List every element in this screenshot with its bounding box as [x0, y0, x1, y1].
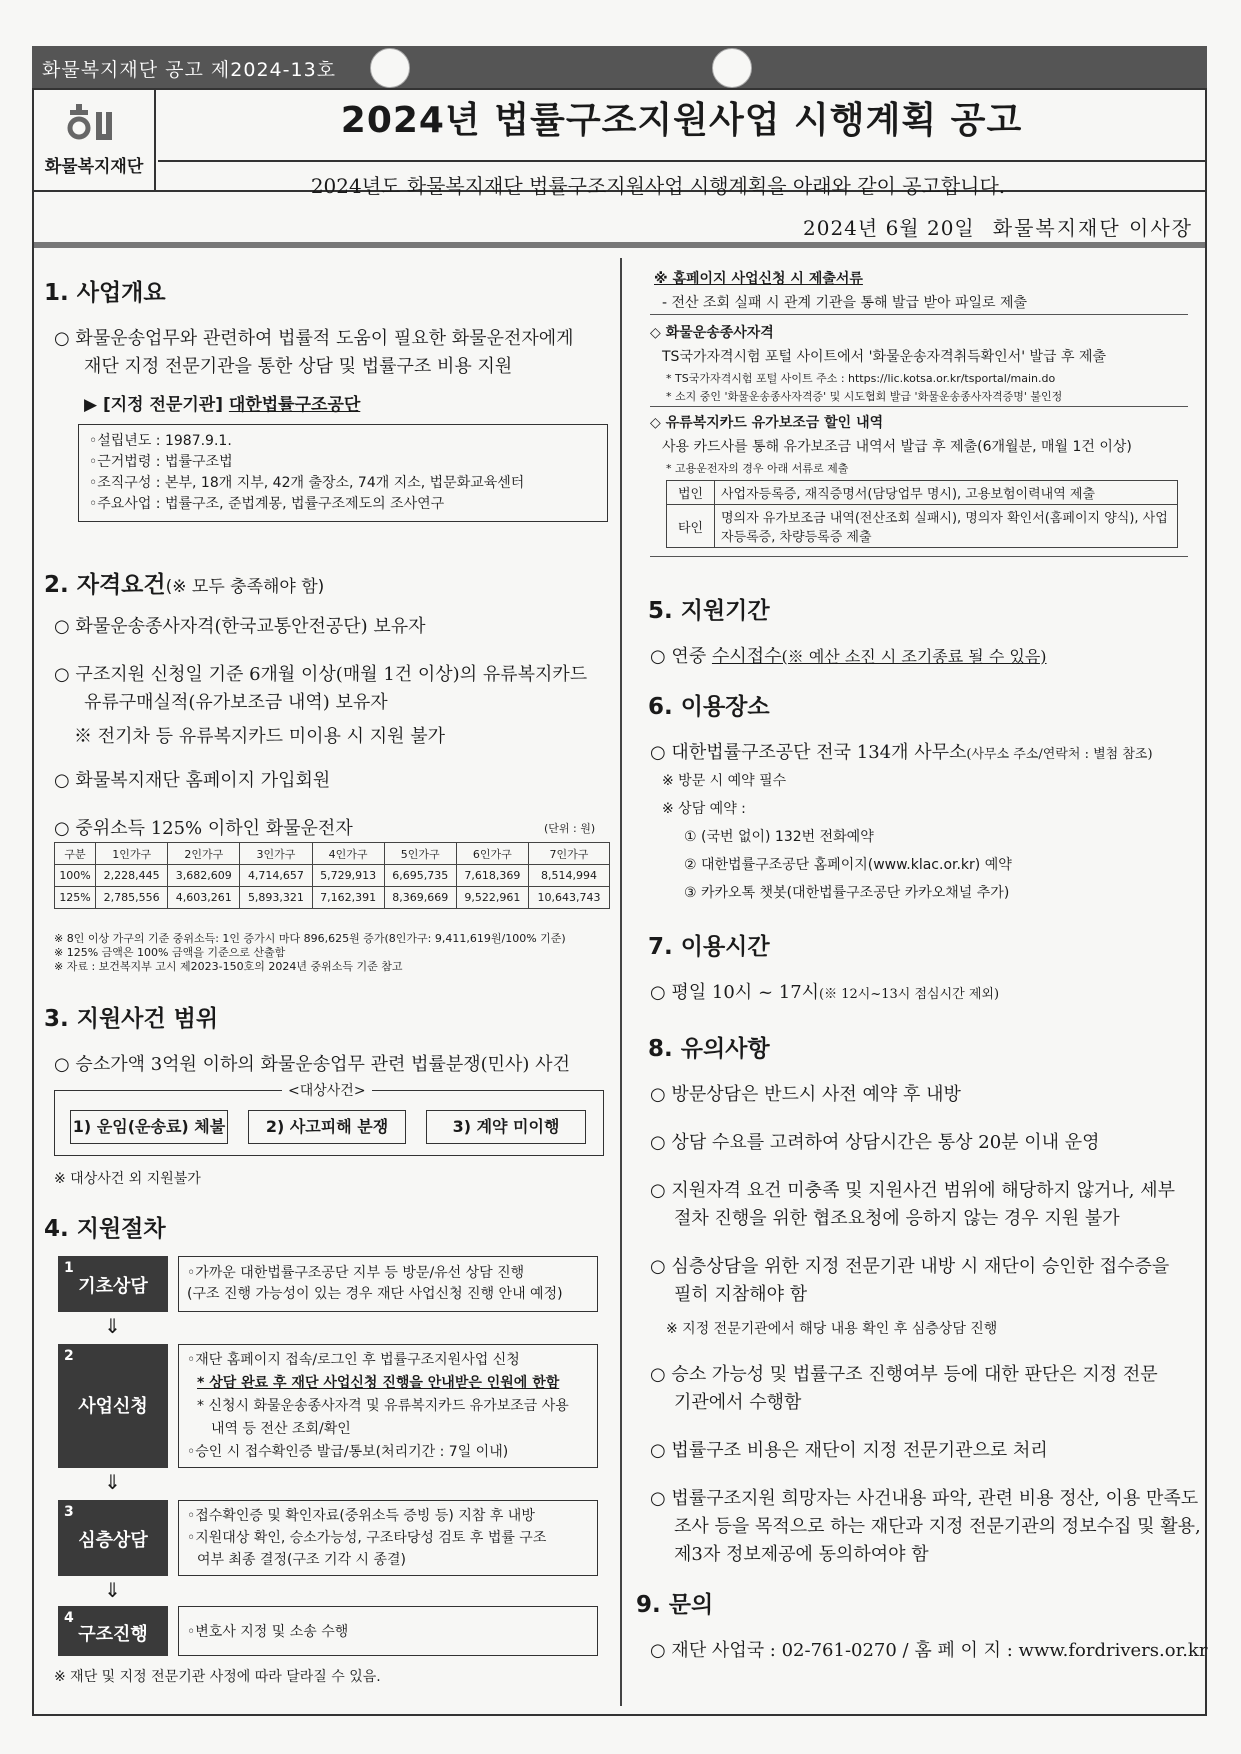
caution-item: ○ 상담 수요를 고려하여 상담시간은 통상 20분 이내 운영 [650, 1132, 1100, 1153]
docs-text: * 고용운전자의 경우 아래 서류로 제출 [666, 462, 849, 475]
caution-item: ○ 법률구조지원 희망자는 사건내용 파악, 관련 비용 정산, 이용 만족도 [650, 1488, 1199, 1509]
table-cell: 7,162,391 [312, 887, 384, 909]
section-4-title: 4. 지원절차 [44, 1216, 166, 1242]
step-text: ◦재단 홈페이지 접속/로그인 후 법률구조지원사업 신청 [187, 1352, 520, 1368]
caution-item: ○ 법률구조 비용은 재단이 지정 전문기관으로 처리 [650, 1440, 1048, 1461]
step-number: 2 [64, 1348, 74, 1364]
logo [34, 90, 156, 190]
section-1-title: 1. 사업개요 [44, 280, 166, 306]
header-bar [34, 242, 1205, 248]
step-2-badge [58, 1344, 168, 1468]
hours-note: (※ 12시~13시 점심시간 제외) [819, 987, 1000, 1002]
logo-text: 화물복지재단 [44, 157, 144, 177]
hours-label: ○ 평일 10시 ~ 17시 [650, 982, 820, 1003]
table-header: 5인가구 [384, 843, 456, 865]
docs-text: * 소지 중인 '화물운송종사자격증' 및 시도협회 발급 '화물운송종사자격증명' 불인정 [666, 390, 1063, 403]
scope-text: ○ 승소가액 3억원 이하의 화물운송업무 관련 법률분쟁(민사) 사건 [54, 1054, 570, 1075]
table-note: ※ 8인 이상 가구의 기준 중위소득: 1인 증가시 마다 896,625원 증가(8인가구: 9,411,619원/100% 기준) [54, 932, 566, 945]
requirement: ○ 구조지원 신청일 기준 6개월 이상(매월 1건 이상)의 유류복지카드 [54, 664, 588, 685]
table-header: 6인가구 [456, 843, 528, 865]
table-header: 7인가구 [528, 843, 609, 865]
divider [650, 314, 1188, 315]
place-label: ○ 대한법률구조공단 전국 134개 사무소 [650, 742, 967, 763]
agency-info: ◦근거법령 : 법률구조법 [89, 454, 233, 470]
docs-text: TS국가자격시험 포털 사이트에서 '화물운송자격취득확인서' 발급 후 제출 [662, 349, 1107, 365]
section-9-title: 9. 문의 [636, 1592, 714, 1618]
step-text: 내역 등 전산 조회/확인 [211, 1421, 351, 1437]
divider [650, 556, 1188, 557]
table-cell: 5,893,321 [240, 887, 312, 909]
step-text: ◦변호사 지정 및 소송 수행 [187, 1624, 349, 1640]
caution-item: 조사 등을 목적으로 하는 재단과 지정 전문기관의 정보수집 및 활용, [674, 1516, 1201, 1537]
step-4-badge [58, 1606, 168, 1656]
step-text: (구조 진행 가능성이 있는 경우 재단 사업신청 진행 안내 예정) [187, 1286, 563, 1302]
arrow-down-icon: ⇓ [104, 1314, 121, 1338]
docs-heading: ◇ 유류복지카드 유가보조금 할인 내역 [650, 415, 884, 431]
section-2-heading: 2. 자격요건 [44, 572, 166, 598]
table-cell: 9,522,961 [456, 887, 528, 909]
agency-line [84, 390, 360, 415]
caution-item: 절차 진행을 위한 협조요청에 응하지 않는 경우 지원 불가 [674, 1208, 1120, 1229]
caution-item: ○ 방문상담은 반드시 사전 예약 후 내방 [650, 1084, 961, 1105]
case-tag: 3) 계약 미이행 [426, 1110, 586, 1144]
section-7-title: 7. 이용시간 [648, 934, 770, 960]
requirement-note: ※ 전기차 등 유류복지카드 미이용 시 지원 불가 [74, 726, 446, 747]
table-header: 2인가구 [168, 843, 240, 865]
step-text: * 상담 완료 후 재단 사업신청 진행을 안내받은 인원에 한함 [197, 1375, 560, 1391]
table-cell: 3,682,609 [168, 865, 240, 887]
table-cell: 8,514,994 [528, 865, 609, 887]
requirement: ○ 화물운송종사자격(한국교통안전공단) 보유자 [54, 616, 426, 637]
logo-icon [62, 104, 126, 144]
reservation-option: ③ 카카오톡 챗봇(대한법률구조공단 카카오채널 추가) [684, 885, 1010, 901]
issue-date: 2024년 6월 20일 [803, 216, 975, 240]
agency-info: ◦설립년도 : 1987.9.1. [89, 433, 232, 449]
step-1-badge [58, 1256, 168, 1312]
docs-text: 사용 카드사를 통해 유가보조금 내역서 발급 후 제출(6개월분, 매월 1건 이상) [662, 439, 1132, 455]
step-3-box [178, 1500, 598, 1576]
divider [158, 160, 1205, 162]
income-table [54, 842, 610, 909]
agency-info-box [78, 424, 608, 522]
table-cell: 4,714,657 [240, 865, 312, 887]
table-cell: 2,785,556 [96, 887, 168, 909]
contact-text: ○ 재단 사업국 : 02-761-0270 / 홈 페 이 지 : www.fordrivers.or.kr [650, 1640, 1208, 1661]
step-text: ◦지원대상 확인, 승소가능성, 구조타당성 검토 후 법률 구조 [187, 1530, 547, 1546]
table-cell: 4,603,261 [168, 887, 240, 909]
table-row [667, 505, 1178, 548]
period-text [650, 642, 1047, 668]
agency-info: ◦조직구성 : 본부, 18개 지부, 42개 출장소, 74개 지소, 법문화교육센터 [89, 475, 525, 491]
step-label: 사업신청 [78, 1396, 148, 1417]
divider [650, 406, 1188, 407]
overview-text: ○ 화물운송업무와 관련하여 법률적 도움이 필요한 화물운전자에게 [54, 328, 574, 349]
place-text [650, 738, 1153, 764]
reservation-option: ② 대한법률구조공단 홈페이지(www.klac.or.kr) 예약 [684, 857, 1012, 873]
step-number: 4 [64, 1610, 74, 1626]
punch-hole [370, 48, 410, 88]
agency-name: 대한법률구조공단 [228, 395, 361, 415]
table-cell: 8,369,669 [384, 887, 456, 909]
docs-text: - 전산 조회 실패 시 관계 기관을 통해 발급 받아 파일로 제출 [662, 295, 1028, 311]
page-title: 2024년 법률구조지원사업 시행계획 공고 [340, 100, 1023, 141]
table-row [55, 865, 610, 887]
step-text: 여부 최종 결정(구조 기각 시 종결) [197, 1552, 406, 1568]
table-cell: 6,695,735 [384, 865, 456, 887]
table-cell: 사업자등록증, 재직증명서(담당업무 명시), 고용보험이력내역 제출 [715, 481, 1178, 505]
table-note: ※ 125% 금액은 100% 금액을 기준으로 산출함 [54, 946, 286, 959]
table-cell: 10,643,743 [528, 887, 609, 909]
notice-number-bar [32, 46, 1207, 90]
step-number: 3 [64, 1504, 74, 1520]
table-cell: 2,228,445 [96, 865, 168, 887]
section-3-title: 3. 지원사건 범위 [44, 1006, 219, 1032]
requirement: ○ 화물복지재단 홈페이지 가입회원 [54, 770, 331, 791]
case-box-label: <대상사건> [282, 1080, 372, 1100]
table-cell: 5,729,913 [312, 865, 384, 887]
step-2-box [178, 1344, 598, 1468]
caution-item: 제3자 정보제공에 동의하여야 함 [674, 1544, 929, 1565]
step-text: * 신청시 화물운송종사자격 및 유류복지카드 유가보조금 사용 [197, 1398, 569, 1414]
period-note: (※ 예산 소진 시 조기종료 될 수 있음) [781, 647, 1047, 666]
place-note: ※ 방문 시 예약 필수 [662, 773, 787, 789]
arrow-down-icon: ⇓ [104, 1578, 121, 1602]
scope-note: ※ 대상사건 외 지원불가 [54, 1171, 201, 1187]
column-divider [620, 258, 622, 1706]
step-text: ◦가까운 대한법률구조공단 지부 등 방문/유선 상담 진행 [187, 1265, 525, 1281]
section-6-title: 6. 이용장소 [648, 694, 770, 720]
punch-hole [712, 48, 752, 88]
table-cell: 100% [55, 865, 96, 887]
table-cell: 타인 [667, 505, 715, 548]
section-2-note: (※ 모두 충족해야 함) [165, 577, 325, 597]
agency-info: ◦주요사업 : 법률구조, 준법계몽, 법률구조제도의 조사연구 [89, 496, 445, 512]
hours-text [650, 978, 999, 1004]
caution-item: ○ 승소 가능성 및 법률구조 진행여부 등에 대한 판단은 지정 전문 [650, 1364, 1158, 1385]
table-cell: 명의자 유가보조금 내역(전산조회 실패시), 명의자 확인서(홈페이지 양식), 사업자등록증, 차량등록증 제출 [715, 505, 1178, 548]
case-tag: 1) 운임(운송료) 체불 [70, 1110, 228, 1144]
step-text: ◦승인 시 접수확인증 발급/통보(처리기간 : 7일 이내) [187, 1444, 509, 1460]
table-header: 3인가구 [240, 843, 312, 865]
requirement: ○ 중위소득 125% 이하인 화물운전자 [54, 818, 353, 839]
agency-label: ▶ [지정 전문기관] [84, 395, 223, 415]
overview-text: 재단 지정 전문기관을 통한 상담 및 법률구조 비용 지원 [84, 356, 513, 377]
table-header: 구분 [55, 843, 96, 865]
docs-heading: ◇ 화물운송종사자격 [650, 325, 774, 341]
section-2-title [44, 566, 324, 599]
step-label: 구조진행 [78, 1624, 148, 1645]
place-note: ※ 상담 예약 : [662, 801, 746, 817]
docs-link[interactable]: * TS국가자격시험 포털 사이트 주소 : https://lic.kotsa.or.kr/tsportal/main.do [666, 372, 1056, 385]
subtitle: 2024년도 화물복지재단 법률구조지원사업 시행계획을 아래와 같이 공고합니다. [310, 174, 1006, 198]
step-1-box [178, 1256, 598, 1312]
step-text: ◦접수확인증 및 확인자료(중위소득 증빙 등) 지참 후 내방 [187, 1508, 535, 1524]
table-cell: 125% [55, 887, 96, 909]
procedure-note: ※ 재단 및 지정 전문기관 사정에 따라 달라질 수 있음. [54, 1669, 381, 1685]
period-label: ○ 연중 [650, 646, 707, 667]
table-cell: 법인 [667, 481, 715, 505]
section-8-title: 8. 유의사항 [648, 1036, 770, 1062]
issue-line [803, 212, 1193, 241]
docs-table [666, 480, 1178, 548]
case-tag: 2) 사고피해 분쟁 [248, 1110, 406, 1144]
table-row [55, 887, 610, 909]
step-3-badge [58, 1500, 168, 1576]
step-label: 기초상담 [78, 1276, 148, 1297]
section-5-title: 5. 지원기간 [648, 598, 770, 624]
step-4-box [178, 1606, 598, 1656]
step-number: 1 [64, 1260, 74, 1276]
table-header: 4인가구 [312, 843, 384, 865]
period-value: 수시접수 [711, 646, 782, 667]
reservation-option: ① (국번 없이) 132번 전화예약 [684, 829, 874, 845]
table-row [667, 481, 1178, 505]
issuer: 화물복지재단 이사장 [992, 216, 1193, 240]
table-cell: 7,618,369 [456, 865, 528, 887]
caution-item: ○ 심층상담을 위한 지정 전문기관 내방 시 재단이 승인한 접수증을 [650, 1256, 1170, 1277]
unit-label: (단위 : 원) [544, 822, 596, 835]
docs-heading: ※ 홈페이지 사업신청 시 제출서류 [654, 271, 863, 287]
caution-item: ○ 지원자격 요건 미충족 및 지원사건 범위에 해당하지 않거나, 세부 [650, 1180, 1176, 1201]
caution-note: ※ 지정 전문기관에서 해당 내용 확인 후 심층상담 진행 [666, 1321, 998, 1337]
table-header-row [55, 843, 610, 865]
table-note: ※ 자료 : 보건복지부 고시 제2023-150호의 2024년 중위소득 기준 참고 [54, 960, 403, 973]
notice-number: 화물복지재단 공고 제2024-13호 [42, 59, 337, 81]
caution-item: 필히 지참해야 함 [674, 1284, 808, 1305]
step-label: 심층상담 [78, 1530, 148, 1551]
caution-item: 기관에서 수행함 [674, 1392, 802, 1413]
requirement: 유류구매실적(유가보조금 내역) 보유자 [84, 692, 388, 713]
table-header: 1인가구 [96, 843, 168, 865]
place-note: (사무소 주소/연락처 : 별첨 참조) [966, 747, 1153, 762]
arrow-down-icon: ⇓ [104, 1470, 121, 1494]
